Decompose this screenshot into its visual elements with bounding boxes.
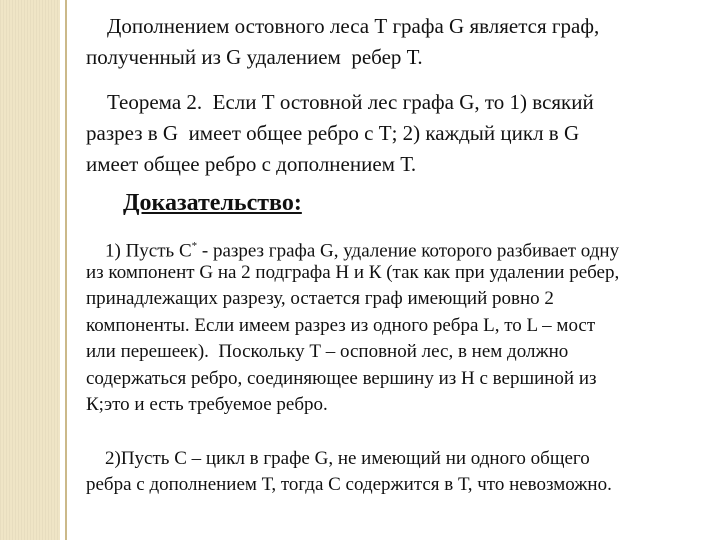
proof1-line-6: содержаться ребро, соединяющее вершину из Н с вершиной из: [86, 368, 597, 389]
proof1-line-4: компоненты. Если имеем разрез из одного ребра L, то L – мост: [86, 315, 596, 336]
proof1-line-1-prefix: 1) Пусть С: [86, 240, 192, 262]
theorem-line-2: разрез в G имеет общее ребро с Т; 2) каждый цикл в G: [86, 121, 580, 145]
theorem-line-3: имеет общее ребро с дополнением Т.: [86, 152, 417, 176]
decorative-side-band: [0, 0, 60, 540]
proof1-superscript: *: [191, 240, 198, 252]
proof1-line-1-suffix: - разрез графа G, удаление которого разбивает одну: [197, 240, 620, 262]
proof1-line-5: или перешеек). Поскольку Т – осповной лес, в нем должно: [86, 341, 569, 362]
proof1-line-3: принадлежащих разрезу, остается граф имеющий ровно 2: [86, 288, 554, 309]
slide-content: [86, 0, 714, 540]
proof1-line-2: из компонент G на 2 подграфа Н и К (так как при удалении ребер,: [86, 262, 620, 283]
definition-line-2: полученный из G удалением ребер Т.: [86, 45, 423, 69]
proof2-line-2: ребра с дополнением Т, тогда С содержится в Т, что невозможно.: [86, 474, 612, 495]
proof2-line-1: 2)Пусть С – цикл в графе G, не имеющий ни одного общего: [86, 448, 590, 469]
decorative-divider-line: [65, 0, 67, 540]
proof1-line-7: К;это и есть требуемое ребро.: [86, 394, 328, 415]
definition-line-1: Дополнением остовного леса Т графа G является граф,: [86, 14, 600, 38]
theorem-line-1: Теорема 2. Если Т остовной лес графа G, то 1) всякий: [86, 90, 594, 114]
proof-heading: Доказательство:: [123, 190, 302, 216]
